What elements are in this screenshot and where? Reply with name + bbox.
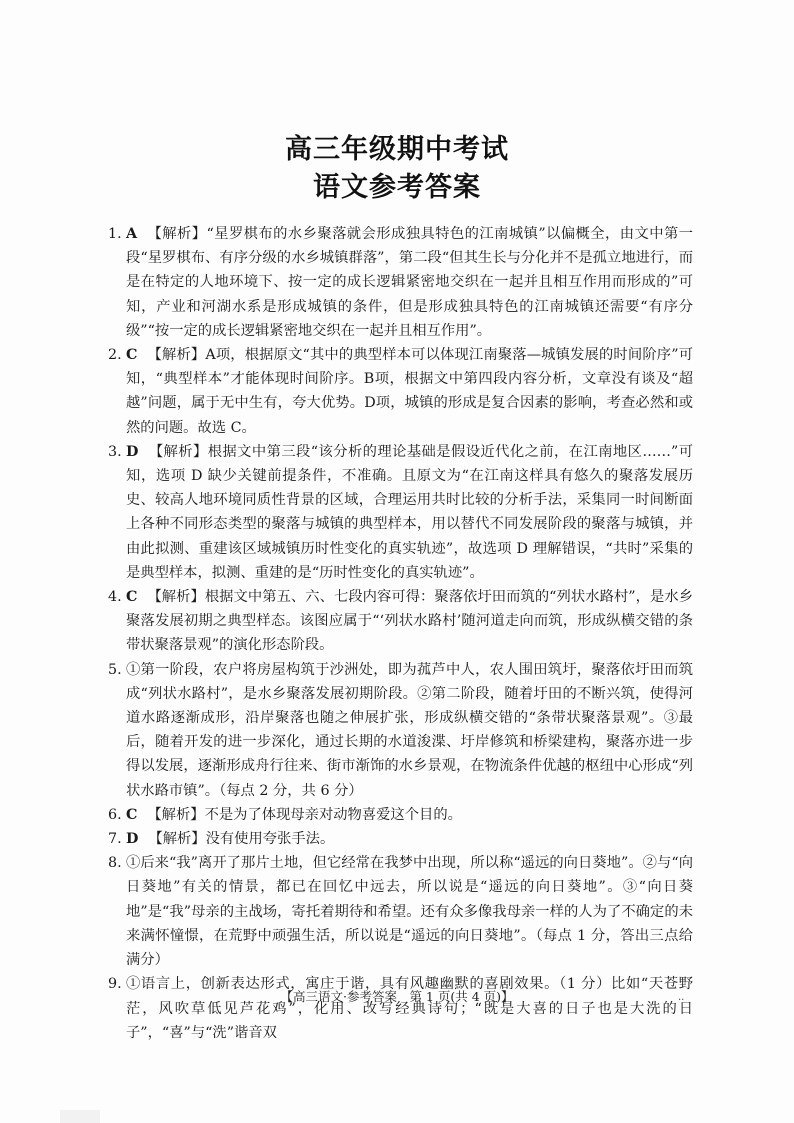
item-number: 3.: [108, 443, 122, 460]
page-footer: 【高三语文·参考答案 第 1 页(共 4 页)】: [280, 989, 514, 1004]
item-number: 5.: [108, 661, 122, 678]
item-answer: C: [126, 589, 138, 606]
item-explanation: 【解析】根据文中第三段“该分析的理论基础是假设近代化之前，在江南地区……”可知，选项 D 缺少关键前提条件，不准确。且原文为“在江南这样具有悠久的聚落发展历史、较高人地环境同质性背景的区域，合理运用共时比较的分析手法，采集同一时间断面上各种不同形态类型的聚落与城镇的典型样本，用以替代不同发展阶段的聚落与城镇，并由此拟测、重建该区域城镇历时性变化的真实轨迹”，故选项 D 理解错误，“共时”采集的是典型样本，拟测、重建的是“历时性变化的真实轨迹”。: [126, 443, 693, 581]
item-number: 2.: [108, 347, 122, 364]
answer-item-9: [108, 972, 693, 1045]
item-answer: D: [126, 443, 139, 460]
item-number: 6.: [108, 806, 122, 823]
answer-item-4: [108, 585, 693, 658]
item-explanation: ①语言上，创新表达形式，寓庄于谐，具有风趣幽默的喜剧效果。（1 分）比如“天苍野茫，风吹草低见芦花鸡”，化用、改写经典诗句；“既是大喜的日子也是大洗的日子”，“喜”与“洗”谐音双: [126, 976, 693, 1041]
answer-item-7: [108, 827, 693, 851]
scan-smudge: [60, 1110, 100, 1123]
answer-item-6: [108, 803, 693, 827]
item-explanation: ①后来“我”离开了那片土地，但它经常在我梦中出现，所以称“遥远的向日葵地”。②与“向日葵地”有关的情景，都已在回忆中远去，所以说是“遥远的向日葵地”。③“向日葵地”是“我”母亲的主战场，寄托着期待和希望。还有众多像我母亲一样的人为了不确定的未来满怀憧憬，在荒野中顽强生活，所以说是“遥远的向日葵地”。（每点 1 分，答出三点给满分）: [126, 855, 693, 969]
item-explanation: 【解析】没有使用夸张手法。: [148, 831, 335, 848]
document-subtitle: 语文参考答案: [313, 172, 481, 203]
item-explanation: 【解析】“星罗棋布的水乡聚落就会形成独具特色的江南城镇”以偏概全，由文中第一段“星罗棋布、有序分级的水乡城镇群落”，第二段“但其生长与分化并不是孤立地进行，而是在特定的人地环境下、按一定的成长逻辑紧密地交织在一起并且相互作用而形成的”可知，产业和河湖水系是形成城镇的条件，但是形成独具特色的江南城镇还需要“有序分级”“按一定的成长逻辑紧密地交织在一起并且相互作用”。: [126, 226, 693, 339]
item-number: 9.: [108, 976, 122, 993]
item-answer: C: [126, 806, 138, 823]
exam-title: 高三年级期中考试: [285, 134, 509, 165]
answer-item-1: [108, 222, 693, 343]
item-answer: C: [126, 347, 138, 364]
item-explanation: 【解析】不是为了体现母亲对动物喜爱这个目的。: [147, 806, 462, 823]
item-explanation: 【解析】根据文中第五、六、七段内容可得：聚落依圩田而筑的“列状水路村”，是水乡聚落发展初期之典型样态。该图应属于“‘列状水路村’随河道走向而筑，形成纵横交错的条带状聚落景观”的演化形态阶段。: [126, 589, 693, 654]
scan-mark: ..: [678, 992, 685, 1003]
item-explanation: ①第一阶段，农户将房屋构筑于沙洲处，即为菰芦中人，农人围田筑圩，聚落依圩田而筑成“列状水路村”，是水乡聚落发展初期阶段。②第二阶段，随着圩田的不断兴筑，使得河道水路逐渐成形，沿岸聚落也随之伸展扩张，形成纵横交错的“条带状聚落景观”。③最后，随着开发的进一步深化，通过长期的水道浚渫、圩岸修筑和桥梁建构，聚落亦进一步得以发展，逐渐形成舟行往来、街市渐饰的水乡景观，在物流条件优越的枢纽中心形成“列状水路市镇”。（每点 2 分，共 6 分）: [126, 661, 693, 799]
item-answer: A: [126, 226, 138, 242]
answer-item-5: [108, 658, 693, 803]
item-number: 4.: [108, 589, 122, 606]
answer-item-8: [108, 851, 693, 972]
item-number: 1.: [108, 226, 122, 242]
item-explanation: 【解析】A项，根据原文“其中的典型样本可以体现江南聚落—城镇发展的时间阶序”可知，“典型样本”才能体现时间阶序。B项，根据文中第四段内容分析，文章没有谈及“超越”问题，属于无中生有，夸大优势。D项，城镇的形成是复合因素的影响，考查必然和或然的问题。故选 C。: [126, 347, 693, 436]
item-number: 8.: [108, 855, 122, 872]
answer-item-2: [108, 343, 693, 440]
item-number: 7.: [108, 831, 122, 848]
answer-item-3: [108, 440, 693, 585]
answer-list: [108, 222, 693, 1045]
item-answer: D: [126, 831, 139, 848]
